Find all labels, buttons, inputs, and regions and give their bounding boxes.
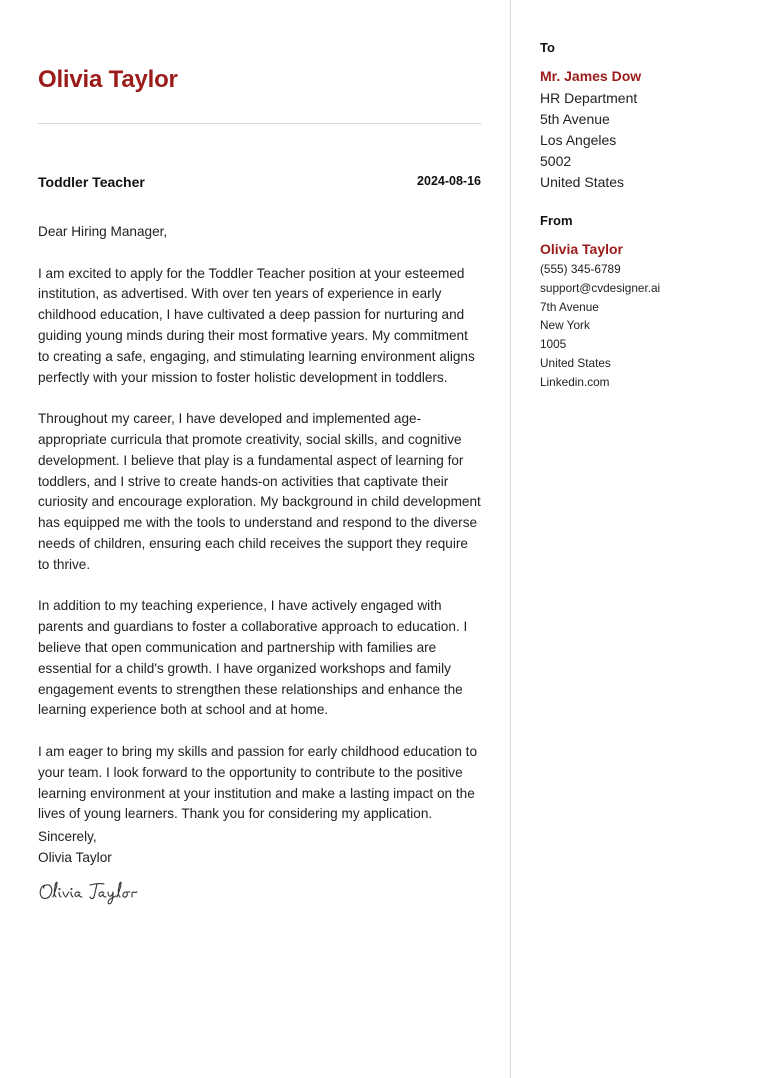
sender-heading: From <box>540 213 573 228</box>
letter-greeting: Dear Hiring Manager, <box>38 224 168 239</box>
handwritten-signature <box>38 876 148 906</box>
letter-paragraph-1: I am excited to apply for the Toddler Teacher position at your esteemed institution, as advertised. With over ten years of experience in early childhood education, I have cultivated a deep passion for nurturing and guiding young minds during their most formative years. My commitment to creating a safe, engaging, and stimulating learning environment aligns perfectly with your mission to foster holistic development in toddlers. <box>38 265 475 385</box>
letter-date: 2024-08-16 <box>417 174 481 188</box>
sender-details <box>540 260 660 392</box>
recipient-heading: To <box>540 40 555 55</box>
letter-closing-block <box>38 826 112 868</box>
recipient-country: United States <box>540 174 625 190</box>
recipient-postal: 5002 <box>540 153 572 169</box>
recipient-name: Mr. James Dow <box>540 68 642 84</box>
letter-paragraph-4: I am eager to bring my skills and passion for early childhood education to your team. I look forward to the opportunity to contribute to the positive learning environment at your institution and make a lasting impact on the lives of young learners. Thank you for considering my application. <box>38 743 478 822</box>
sender-name: Olivia Taylor <box>540 241 623 257</box>
sender-postal: 1005 <box>540 337 567 352</box>
sender-city: New York <box>540 318 590 333</box>
sender-phone: (555) 345-6789 <box>540 262 621 276</box>
sender-website: Linkedin.com <box>540 374 610 389</box>
job-title: Toddler Teacher <box>38 174 145 190</box>
letter-paragraph-2: Throughout my career, I have developed and implemented age-appropriate curricula that promote creativity, social skills, and cognitive development. I believe that play is a fundamental aspect of learning for toddlers, and I strive to create hands-on activities that captivate their curiosity and encourage exploration. My background in child development has equipped me with the tools to understand and respond to the diverse needs of children, ensuring each child receives the support they require to thrive. <box>38 411 481 572</box>
header-divider <box>38 123 481 124</box>
sender-country: United States <box>540 355 611 370</box>
recipient-street: 5th Avenue <box>540 111 610 127</box>
letter-body <box>38 222 482 846</box>
letter-closing: Sincerely, <box>38 829 97 844</box>
sender-email: support@cvdesigner.ai <box>540 280 661 295</box>
recipient-address <box>540 88 637 193</box>
sender-street: 7th Avenue <box>540 299 599 314</box>
recipient-department: HR Department <box>540 90 638 106</box>
applicant-name: Olivia Taylor <box>38 66 178 93</box>
contact-sidebar <box>510 0 768 1078</box>
letter-signer: Olivia Taylor <box>38 850 112 865</box>
recipient-city: Los Angeles <box>540 132 617 148</box>
letter-paragraph-3: In addition to my teaching experience, I have actively engaged with parents and guardians to foster a collaborative approach to education. I believe that open communication and partnership with families are essential for a child's growth. I have organized workshops and family engagement events to strengthen these relationships and enhance the learning experience both at school and at home. <box>38 598 468 718</box>
